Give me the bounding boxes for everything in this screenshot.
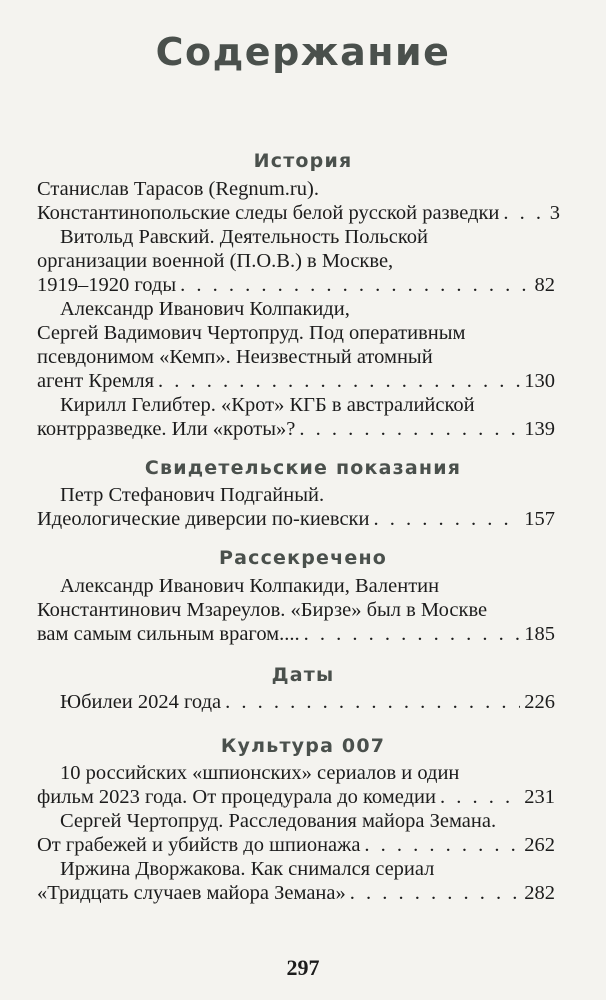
dot-leader [158, 369, 520, 393]
toc-entry-last-line [60, 690, 555, 714]
dot-leader [225, 690, 520, 714]
entry-page-number: 130 [524, 370, 555, 392]
entry-line: Кирилл Гелибтер. «Крот» КГБ в австралийской [60, 394, 475, 416]
entry-title: вам самым сильным врагом.... [37, 623, 300, 645]
entry-line: организации военной (П.О.В.) в Москве, [37, 250, 394, 272]
toc-entry-last-line [37, 273, 555, 297]
entry-line: Александр Иванович Колпакиди, Валентин [60, 575, 440, 597]
entry-line: Станислав Тарасов (Regnum.ru). [37, 178, 319, 200]
entry-page-number: 262 [524, 834, 555, 856]
entry-title: фильм 2023 года. От процедурала до комедии [37, 786, 436, 808]
entry-line: Александр Иванович Колпакиди, [60, 298, 350, 320]
dot-leader [180, 273, 530, 297]
entry-title: агент Кремля [37, 370, 155, 392]
entry-line: Сергей Вадимович Чертопруд. Под оперативным [37, 322, 466, 344]
entry-line: Витольд Равский. Деятельность Польской [60, 226, 429, 248]
section-heading: Свидетельские показания [144, 457, 462, 479]
dot-leader [373, 507, 520, 531]
entry-page-number: 226 [524, 691, 555, 713]
dot-leader [299, 417, 520, 441]
section-heading: Даты [271, 664, 335, 686]
entry-page-number: 157 [524, 508, 555, 530]
dot-leader [440, 785, 520, 809]
toc-entry-last-line [37, 881, 555, 905]
entry-page-number: 231 [524, 786, 555, 808]
toc-entry-last-line [37, 622, 555, 646]
entry-title: 1919–1920 годы [37, 274, 177, 296]
toc-entry-last-line [37, 201, 560, 225]
entry-line: Сергей Чертопруд. Расследования майора Земана. [60, 810, 497, 832]
entry-page-number: 282 [524, 882, 555, 904]
entry-line: Петр Стефанович Подгайный. [60, 484, 325, 506]
entry-line: 10 российских «шпионских» сериалов и один [60, 762, 460, 784]
section-heading: Рассекречено [218, 547, 388, 569]
entry-title: «Тридцать случаев майора Земана» [37, 882, 346, 904]
dot-leader [304, 622, 521, 646]
entry-title: контрразведке. Или «кроты»? [37, 418, 296, 440]
entry-page-number: 3 [549, 202, 560, 224]
entry-title: Идеологические диверсии по-киевски [37, 508, 370, 530]
page-number: 297 [286, 955, 320, 980]
toc-entry-last-line [37, 785, 555, 809]
entry-page-number: 139 [524, 418, 555, 440]
entry-title: Юбилеи 2024 года [60, 691, 222, 713]
entry-page-number: 185 [524, 623, 555, 645]
entry-line: Иржина Дворжакова. Как снимался сериал [60, 858, 435, 880]
page-title: Содержание [155, 30, 451, 74]
toc-entry-last-line [37, 507, 555, 531]
dot-leader [364, 833, 520, 857]
toc-entry-last-line [37, 417, 555, 441]
dot-leader [350, 881, 520, 905]
toc-entry-last-line [37, 369, 555, 393]
entry-title: Константинопольские следы белой русской разведки [37, 202, 500, 224]
section-heading: История [253, 150, 353, 172]
entry-title: От грабежей и убийств до шпионажа [37, 834, 361, 856]
dot-leader [503, 201, 545, 225]
entry-line: псевдонимом «Кемп». Неизвестный атомный [37, 346, 433, 368]
entry-line: Константинович Мзареулов. «Бирзе» был в Москве [37, 599, 488, 621]
entry-page-number: 82 [534, 274, 555, 296]
section-heading: Культура 007 [220, 735, 386, 757]
toc-entry-last-line [37, 833, 555, 857]
